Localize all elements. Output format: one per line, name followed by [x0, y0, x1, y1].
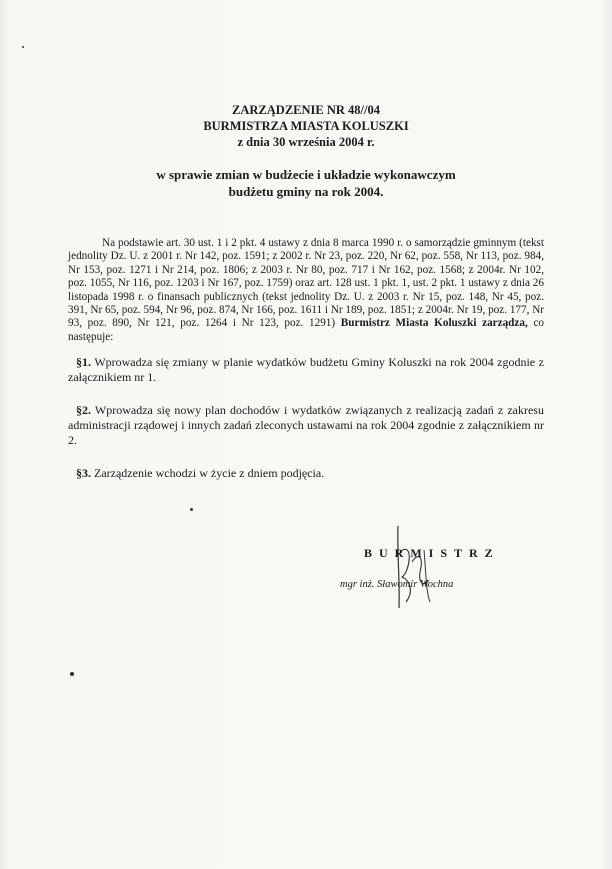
- ordinance-subject: w sprawie zmian w budżecie i układzie wykonawczym budżetu gminy na rok 2004.: [156, 167, 456, 199]
- issuer: BURMISTRZA MIASTA KOLUSZKI: [203, 119, 409, 133]
- ordinance-number: ZARZĄDZENIE NR 48//04: [232, 103, 380, 117]
- section-2: §2. Wprowadza się nowy plan dochodów i wydatków związanych z realizacją zadań z zakresu administracji rządowej i innych zadań zleconych ustawami na rok 2004 zgodnie z załącznikiem nr 2.: [68, 403, 544, 447]
- scan-speck: [22, 46, 24, 48]
- signature-title: BURMISTRZ: [364, 546, 500, 560]
- section-1: §1. Wprowadza się zmiany w planie wydatków budżetu Gminy Koluszki na rok 2004 zgodnie z załącznikiem nr 1.: [68, 355, 544, 384]
- handwritten-signature: [380, 522, 440, 612]
- document-header: [110, 102, 502, 150]
- ordinance-date: z dnia 30 września 2004 r.: [237, 135, 375, 149]
- scan-speck: [70, 672, 74, 676]
- scan-speck: [190, 508, 193, 511]
- section-3: §3. Zarządzenie wchodzi w życie z dniem podjęcia.: [76, 466, 325, 480]
- legal-basis-paragraph: Na podstawie art. 30 ust. 1 i 2 pkt. 4 ustawy z dnia 8 marca 1990 r. o samorządzie gminnym (tekst jednolity Dz. U. z 2001 r. Nr 142, poz. 1591; z 2002 r. Nr 23, poz. 220, Nr 62, poz. 558, Nr 113, poz. 984, Nr 153, poz. 1271 i Nr 214, poz. 1806; z 2003 r. Nr 80, poz. 717 i Nr 162, poz. 1568; z 2004r. Nr 102, poz. 1055, Nr 116, poz. 1203 i Nr 167, poz. 1759) oraz art. 128 ust. 1 pkt. 1, ust. 2 pkt. 1 ustawy z dnia 26 listopada 1998 r. o finansach publicznych (tekst jednolity Dz. U. z 2003 r. Nr 15, poz. 148, Nr 45, poz. 391, Nr 65, poz. 594, Nr 96, poz. 874, Nr 166, poz. 1611 i Nr 189, poz. 1851; z 2004r. Nr 19, poz. 177, Nr 93, poz. 890, Nr 121, poz. 1264 i Nr 123, poz. 1291) Burmistrz Miasta Koluszki zarządza, co następuje:: [68, 237, 544, 343]
- bold-phrase: Burmistrz Miasta Koluszki zarządza,: [340, 317, 528, 330]
- signatory-name: mgr inż. Sławomir Wochna: [340, 579, 454, 590]
